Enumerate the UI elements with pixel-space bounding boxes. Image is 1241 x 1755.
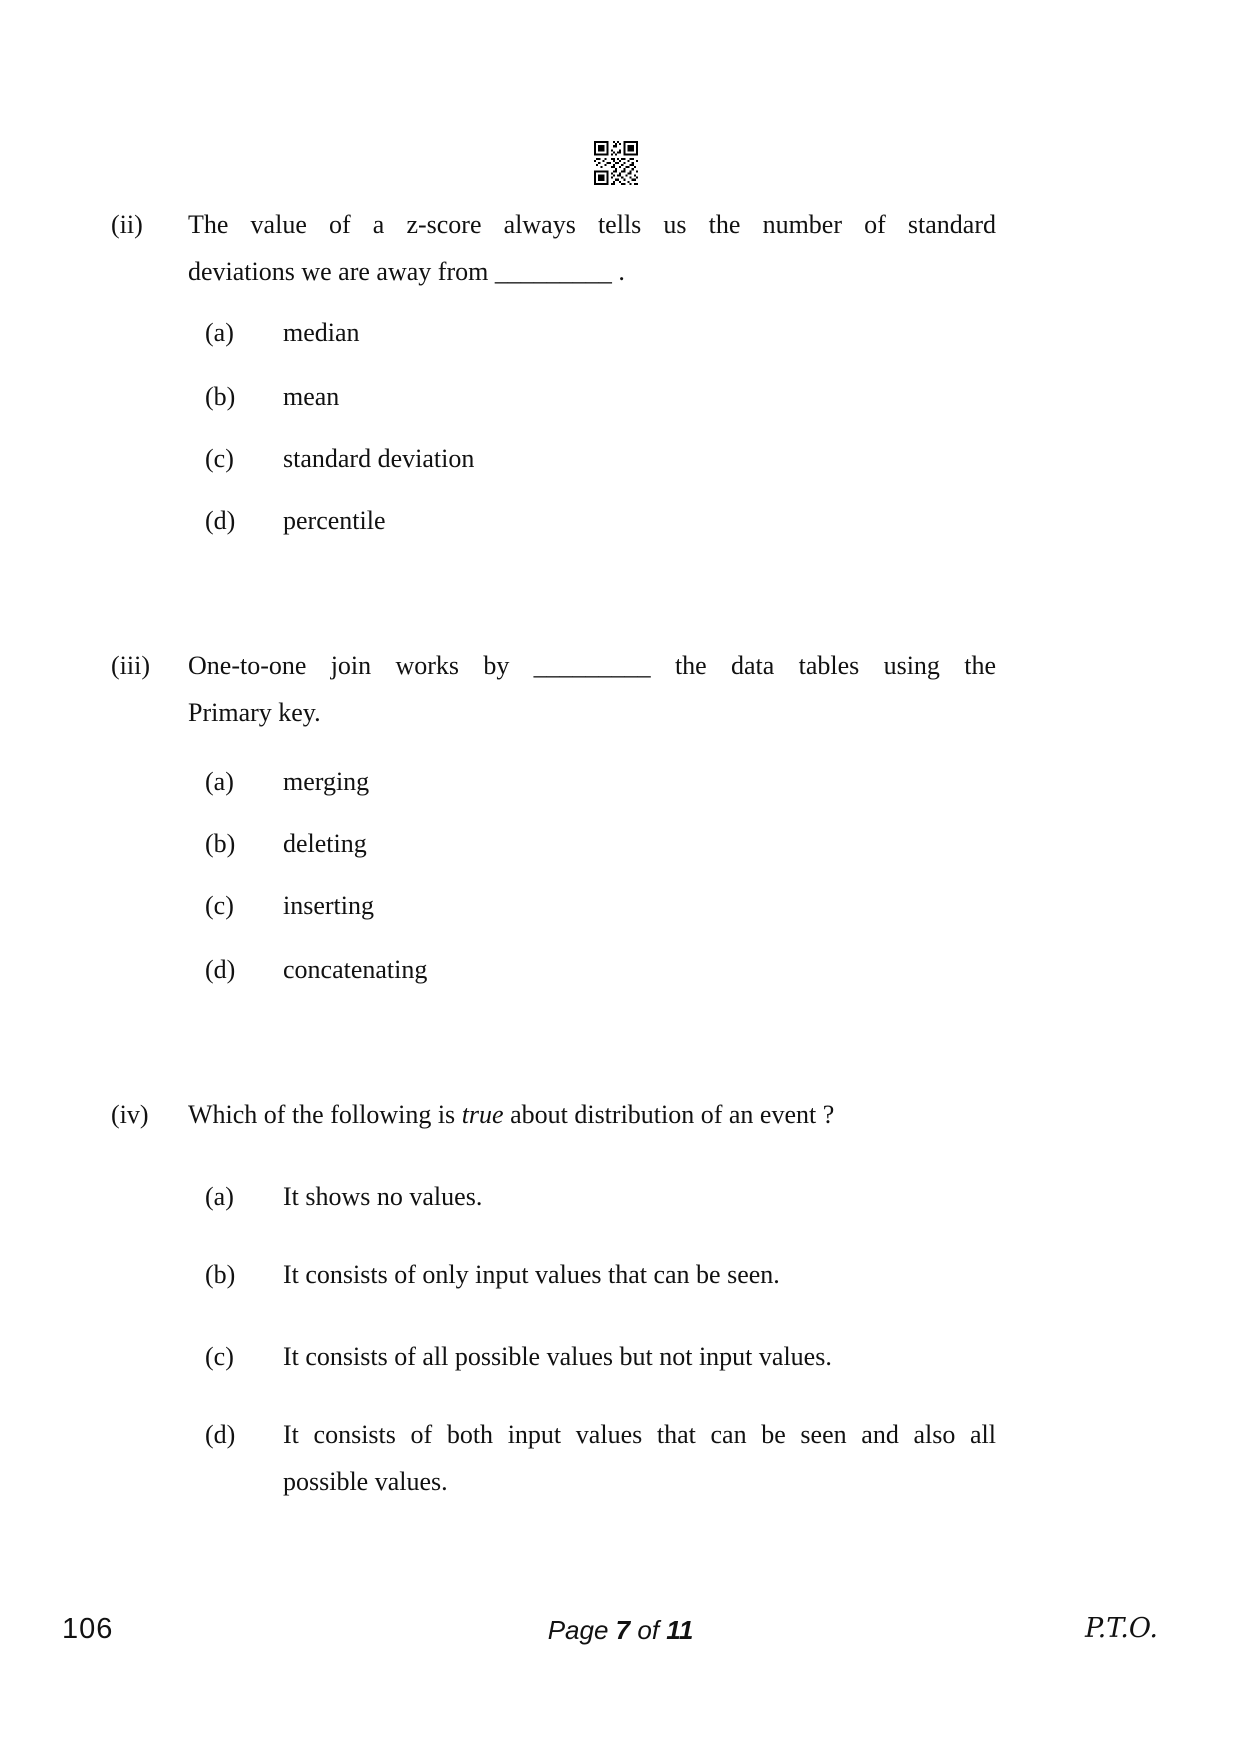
question-iv-option-c-text: It consists of all possible values but not input values. [283,1342,832,1371]
footer-of-label: of [637,1615,660,1645]
question-iii-line-2: Primary key. [188,698,321,727]
question-ii-option-a-label: (a) [205,318,234,347]
question-iii-option-d-label: (d) [205,955,236,984]
footer-page-number: 7 [615,1615,631,1645]
question-ii-option-b-text: mean [283,382,340,411]
question-iv-option-d-line-1: It consists of both input values that can be seen and also all [283,1420,996,1449]
qr-code [594,141,638,185]
qr-code-graphic [594,141,638,185]
question-iii-option-a-text: merging [283,767,370,796]
question-ii-line-1: The value of a z-score always tells us the number of standard [188,210,996,239]
question-iv-option-a-text: It shows no values. [283,1182,483,1211]
footer-paper-code: 106 [62,1613,114,1645]
question-iv-option-d-label: (d) [205,1420,236,1449]
question-iii-option-c-text: inserting [283,891,374,920]
question-ii-option-a-text: median [283,318,360,347]
question-ii-option-c-text: standard deviation [283,444,475,473]
question-iv-option-d-line-2: possible values. [283,1467,448,1496]
question-iv-option-c-label: (c) [205,1342,234,1371]
question-iii-line-1: One-to-one join works by _________ the data tables using the [188,651,996,680]
question-ii-option-d-text: percentile [283,506,386,535]
question-iii-option-b-text: deleting [283,829,367,858]
question-iv-number: (iv) [111,1100,149,1129]
question-iv-option-a-label: (a) [205,1182,234,1211]
question-iii-option-b-label: (b) [205,829,236,858]
question-ii-option-b-label: (b) [205,382,236,411]
footer-page-indicator [0,1615,1241,1646]
question-iii-option-c-label: (c) [205,891,234,920]
question-iv-text [188,1098,834,1132]
question-iv-text-suffix: about distribution of an event ? [503,1100,835,1129]
footer-pto-label: P.T.O. [1084,1613,1158,1644]
question-ii-line-2: deviations we are away from _________ . [188,257,625,286]
question-iii-number: (iii) [111,651,150,680]
question-iv-text-italic: true [461,1100,504,1129]
question-iii-option-d-text: concatenating [283,955,428,984]
question-ii-option-d-label: (d) [205,506,236,535]
footer-page-label: Page [547,1615,609,1645]
question-ii-option-c-label: (c) [205,444,234,473]
footer-total-pages: 11 [666,1615,694,1645]
question-iv-text-prefix: Which of the following is [188,1100,462,1129]
question-ii-number: (ii) [111,210,143,239]
question-iii-option-a-label: (a) [205,767,234,796]
question-iv-option-b-text: It consists of only input values that can be seen. [283,1260,780,1289]
question-iv-option-b-label: (b) [205,1260,236,1289]
